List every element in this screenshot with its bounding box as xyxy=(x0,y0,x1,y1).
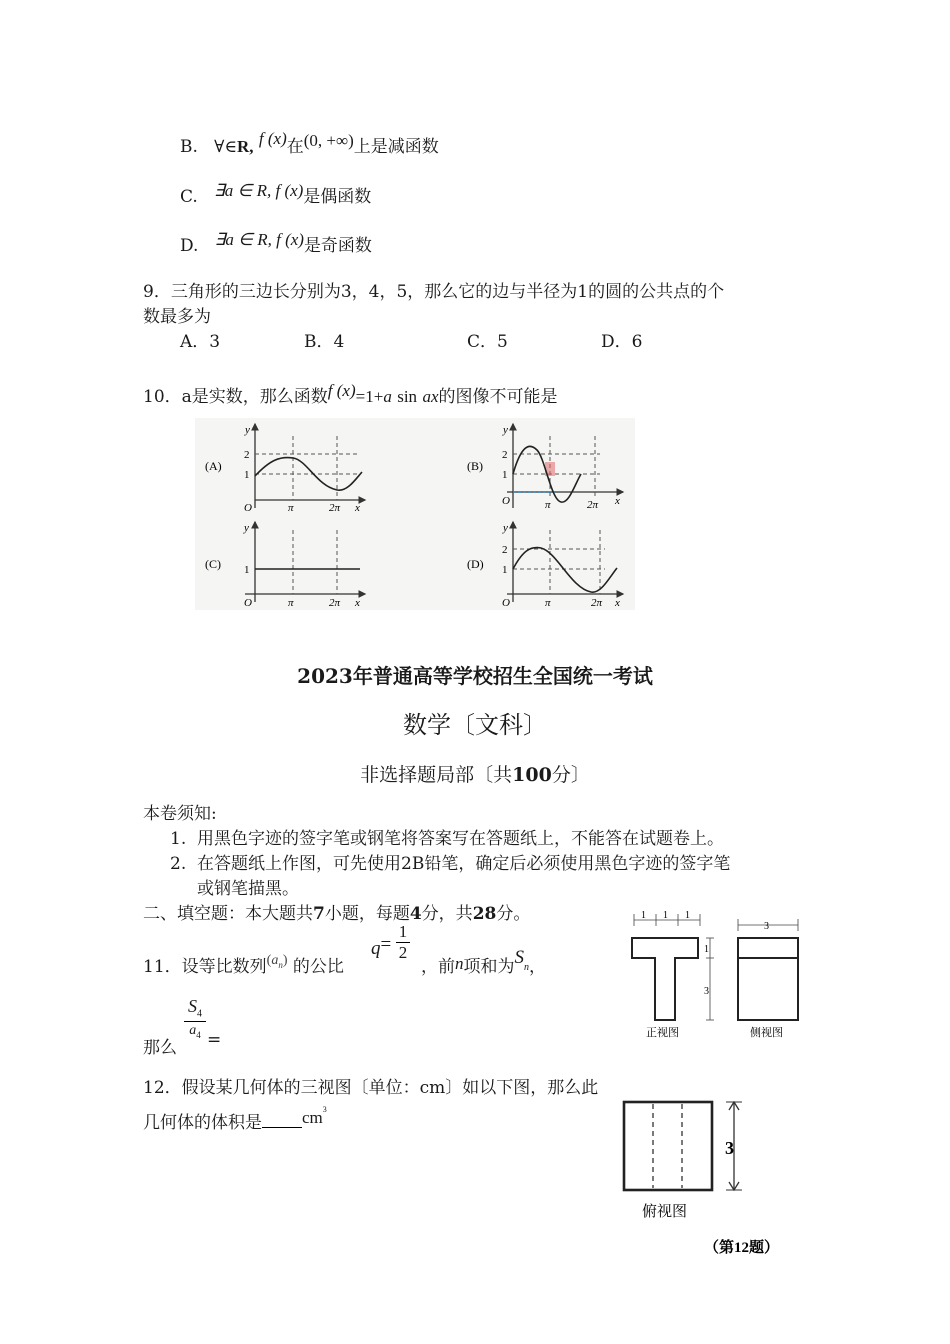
graph-b-tick2: 2 xyxy=(502,449,508,461)
side-dim-3: 3 xyxy=(764,921,769,932)
subject-title: 数学〔文科〕 xyxy=(403,711,547,739)
front-dim-1a: 1 xyxy=(641,910,646,921)
q11-stem-tail: ，前n项和为$S_n$， xyxy=(421,947,546,977)
graph-b-label: (B) xyxy=(467,459,483,473)
graph-b-x: x xyxy=(615,495,620,507)
graph-a-pi: π xyxy=(288,502,294,514)
q11-ratio: q= $\frac{1}{2}$ xyxy=(371,924,410,965)
q11-then: 那么 xyxy=(143,1038,177,1058)
graph-a-tick2: 2 xyxy=(244,449,250,461)
graph-c-tick1: 1 xyxy=(244,564,250,576)
graph-d-x: x xyxy=(615,597,620,609)
graph-c-y: y xyxy=(244,522,249,534)
q10-stem: 10．a是实数，那么函数f (x)=1+a sin ax的图像不可能是 xyxy=(143,381,558,407)
side-view-label: 侧视图 xyxy=(750,1027,783,1039)
front-dim-height-3: 3 xyxy=(704,986,709,997)
graph-a-origin: O xyxy=(244,502,252,514)
q9-line1: 9．三角形的三边长分别为3，4，5，那么它的边与半径为1的圆的公共点的个 xyxy=(143,282,725,302)
graph-c-2pi: 2π xyxy=(329,597,341,609)
graph-b-y: y xyxy=(503,424,508,436)
q9-option-c: C．5 xyxy=(467,332,508,352)
section-title: 非选择题局部〔共100分〕 xyxy=(360,764,590,786)
graph-d-tick2: 2 xyxy=(502,544,508,556)
front-dim-1b: 1 xyxy=(663,910,668,921)
graph-a-2pi: 2π xyxy=(329,502,341,514)
q9-line2: 数最多为 xyxy=(143,307,211,327)
graph-d-pi: π xyxy=(545,597,551,609)
q9-option-b: B．4 xyxy=(304,332,345,352)
graph-a-y: y xyxy=(245,424,250,436)
q9-option-a: A．3 xyxy=(180,332,221,352)
graph-d-tick1: 1 xyxy=(502,564,508,576)
exam-title: 2023年普通高等学校招生全国统一考试 xyxy=(297,664,653,688)
graph-c-origin: O xyxy=(244,597,252,609)
graph-c-pi: π xyxy=(288,597,294,609)
q8-option-c: C. ∃a ∈ R, f (x)是偶函数 xyxy=(180,181,372,207)
graph-d-y: y xyxy=(503,522,508,534)
q8-option-b: B. ∀∈R, f (x)在(0, +∞)上是减函数 xyxy=(180,129,439,157)
top-dim-3: 3 xyxy=(725,1138,734,1158)
front-view-label: 正视图 xyxy=(646,1027,679,1039)
graph-b-2pi: 2π xyxy=(587,499,599,511)
q9-option-d: D．6 xyxy=(601,332,643,352)
q11-stem: 11．设等比数列$^{(a_n)}$ 的公比 xyxy=(143,953,344,977)
front-side-views xyxy=(622,908,812,1042)
notice-item-1: 1. 用黑色字迹的签字笔或钢笔将答案写在答题纸上，不能答在试题卷上。 xyxy=(170,829,725,849)
front-dim-1c: 1 xyxy=(685,910,690,921)
q12-answer-blank[interactable] xyxy=(262,1113,302,1128)
graph-b-pi: π xyxy=(545,499,551,511)
graph-d-2pi: 2π xyxy=(591,597,603,609)
graph-b-tick1: 1 xyxy=(502,469,508,481)
top-view-label: 俯视图 xyxy=(642,1204,688,1220)
q11-equals: = xyxy=(207,1030,222,1050)
q12-line2: 几何体的体积是 $cm^3$ xyxy=(143,1105,327,1133)
graph-a-tick1: 1 xyxy=(244,469,250,481)
top-view xyxy=(612,1092,812,1264)
graph-d-label: (D) xyxy=(467,557,484,571)
part2-heading: 二、填空题：本大题共7小题，每题4分，共28分。 xyxy=(143,904,531,924)
graph-b-origin: O xyxy=(502,495,510,507)
graph-c-label: (C) xyxy=(205,557,221,571)
figure-caption: （第12题） xyxy=(704,1240,780,1256)
notice-title: 本卷须知: xyxy=(143,804,217,824)
q8-option-d: D. ∃a ∈ R, f (x)是奇函数 xyxy=(180,230,372,256)
front-dim-height-1: 1 xyxy=(704,944,709,955)
graph-d-origin: O xyxy=(502,597,510,609)
notice-item-2-cont: 或钢笔描黑。 xyxy=(197,879,299,899)
q10-graphs xyxy=(195,418,635,610)
notice-item-2: 2. 在答题纸上作图，可先使用2B铅笔，确定后必须使用黑色字迹的签字笔 xyxy=(170,854,731,874)
graph-a-label: (A) xyxy=(205,459,222,473)
graph-c-x: x xyxy=(355,597,360,609)
q11-fraction: $S_4$ $a_4$ xyxy=(184,996,206,1039)
q12-line1: 12．假设某几何体的三视图〔单位：cm〕如以下图，那么此 xyxy=(143,1078,599,1098)
graph-a-x: x xyxy=(355,502,360,514)
